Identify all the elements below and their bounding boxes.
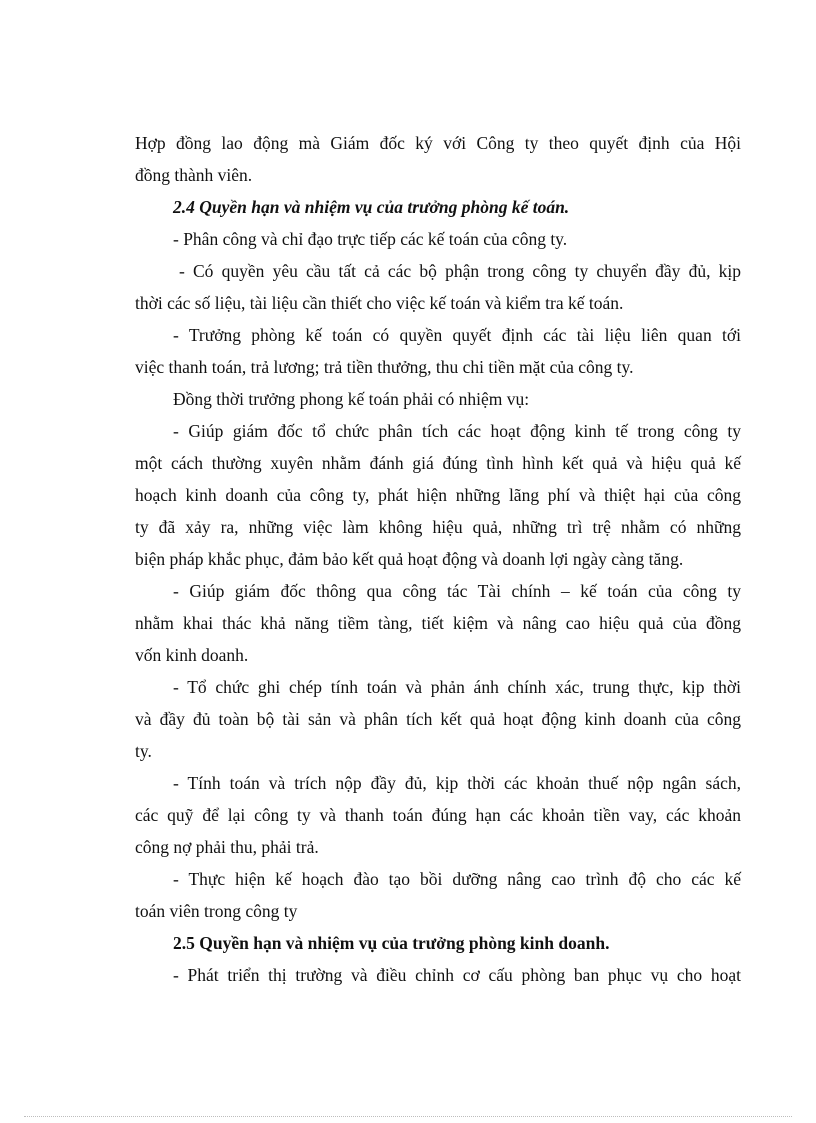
paragraph-line: các quỹ để lại công ty và thanh toán đúng hạn các khoản tiền vay, các khoản [135,805,741,825]
section-heading: 2.4 Quyền hạn và nhiệm vụ của trưởng phòng kế toán. [173,197,570,217]
section-heading: 2.5 Quyền hạn và nhiệm vụ của trưởng phòng kinh doanh. [173,933,610,953]
paragraph-line: công nợ phải thu, phải trả. [135,837,319,857]
paragraph-line: thời các số liệu, tài liệu cần thiết cho việc kế toán và kiểm tra kế toán. [135,293,624,313]
paragraph-line: và đầy đủ toàn bộ tài sản và phân tích kết quả hoạt động kinh doanh của công [135,709,741,729]
list-item: - Phân công và chỉ đạo trực tiếp các kế toán của công ty. [173,229,568,249]
paragraph-line: ty. [135,741,152,761]
document-body [135,127,741,991]
paragraph-line: Hợp đồng lao động mà Giám đốc ký với Công ty theo quyết định của Hội [135,133,741,153]
list-item: - Trưởng phòng kế toán có quyền quyết định các tài liệu liên quan tới [173,325,741,345]
paragraph-line: Đồng thời trưởng phong kế toán phải có nhiệm vụ: [173,389,530,409]
paragraph-line: một cách thường xuyên nhằm đánh giá đúng tình hình kết quả và hiệu quả kế [135,453,741,473]
paragraph-line: đồng thành viên. [135,165,253,185]
list-item: - Tổ chức ghi chép tính toán và phản ánh chính xác, trung thực, kịp thời [173,677,741,697]
list-item: - Thực hiện kế hoạch đào tạo bồi dưỡng nâng cao trình độ cho các kế [173,869,741,889]
paragraph-line: việc thanh toán, trả lương; trả tiền thưởng, thu chi tiền mặt của công ty. [135,357,634,377]
paragraph-line: toán viên trong công ty [135,901,298,921]
list-item: - Phát triển thị trường và điều chỉnh cơ cấu phòng ban phục vụ cho hoạt [173,965,741,985]
paragraph-line: biện pháp khắc phục, đảm bảo kết quả hoạt động và doanh lợi ngày càng tăng. [135,549,684,569]
list-item: - Tính toán và trích nộp đầy đủ, kịp thời các khoản thuế nộp ngân sách, [173,773,741,793]
paragraph-line: nhằm khai thác khả năng tiềm tàng, tiết kiệm và nâng cao hiệu quả của đồng [135,613,741,633]
paragraph-line: hoạch kinh doanh của công ty, phát hiện những lãng phí và thiệt hại của công [135,485,741,505]
list-item: - Giúp giám đốc thông qua công tác Tài chính – kế toán của công ty [173,581,741,601]
list-item: - Có quyền yêu cầu tất cả các bộ phận trong công ty chuyển đầy đủ, kịp [179,261,741,281]
paragraph-line: ty đã xảy ra, những việc làm không hiệu quả, những trì trệ nhằm có những [135,517,741,537]
paragraph-line: vốn kinh doanh. [135,645,249,665]
list-item: - Giúp giám đốc tổ chức phân tích các hoạt động kinh tế trong công ty [173,421,741,441]
page-bottom-divider [24,1116,792,1117]
